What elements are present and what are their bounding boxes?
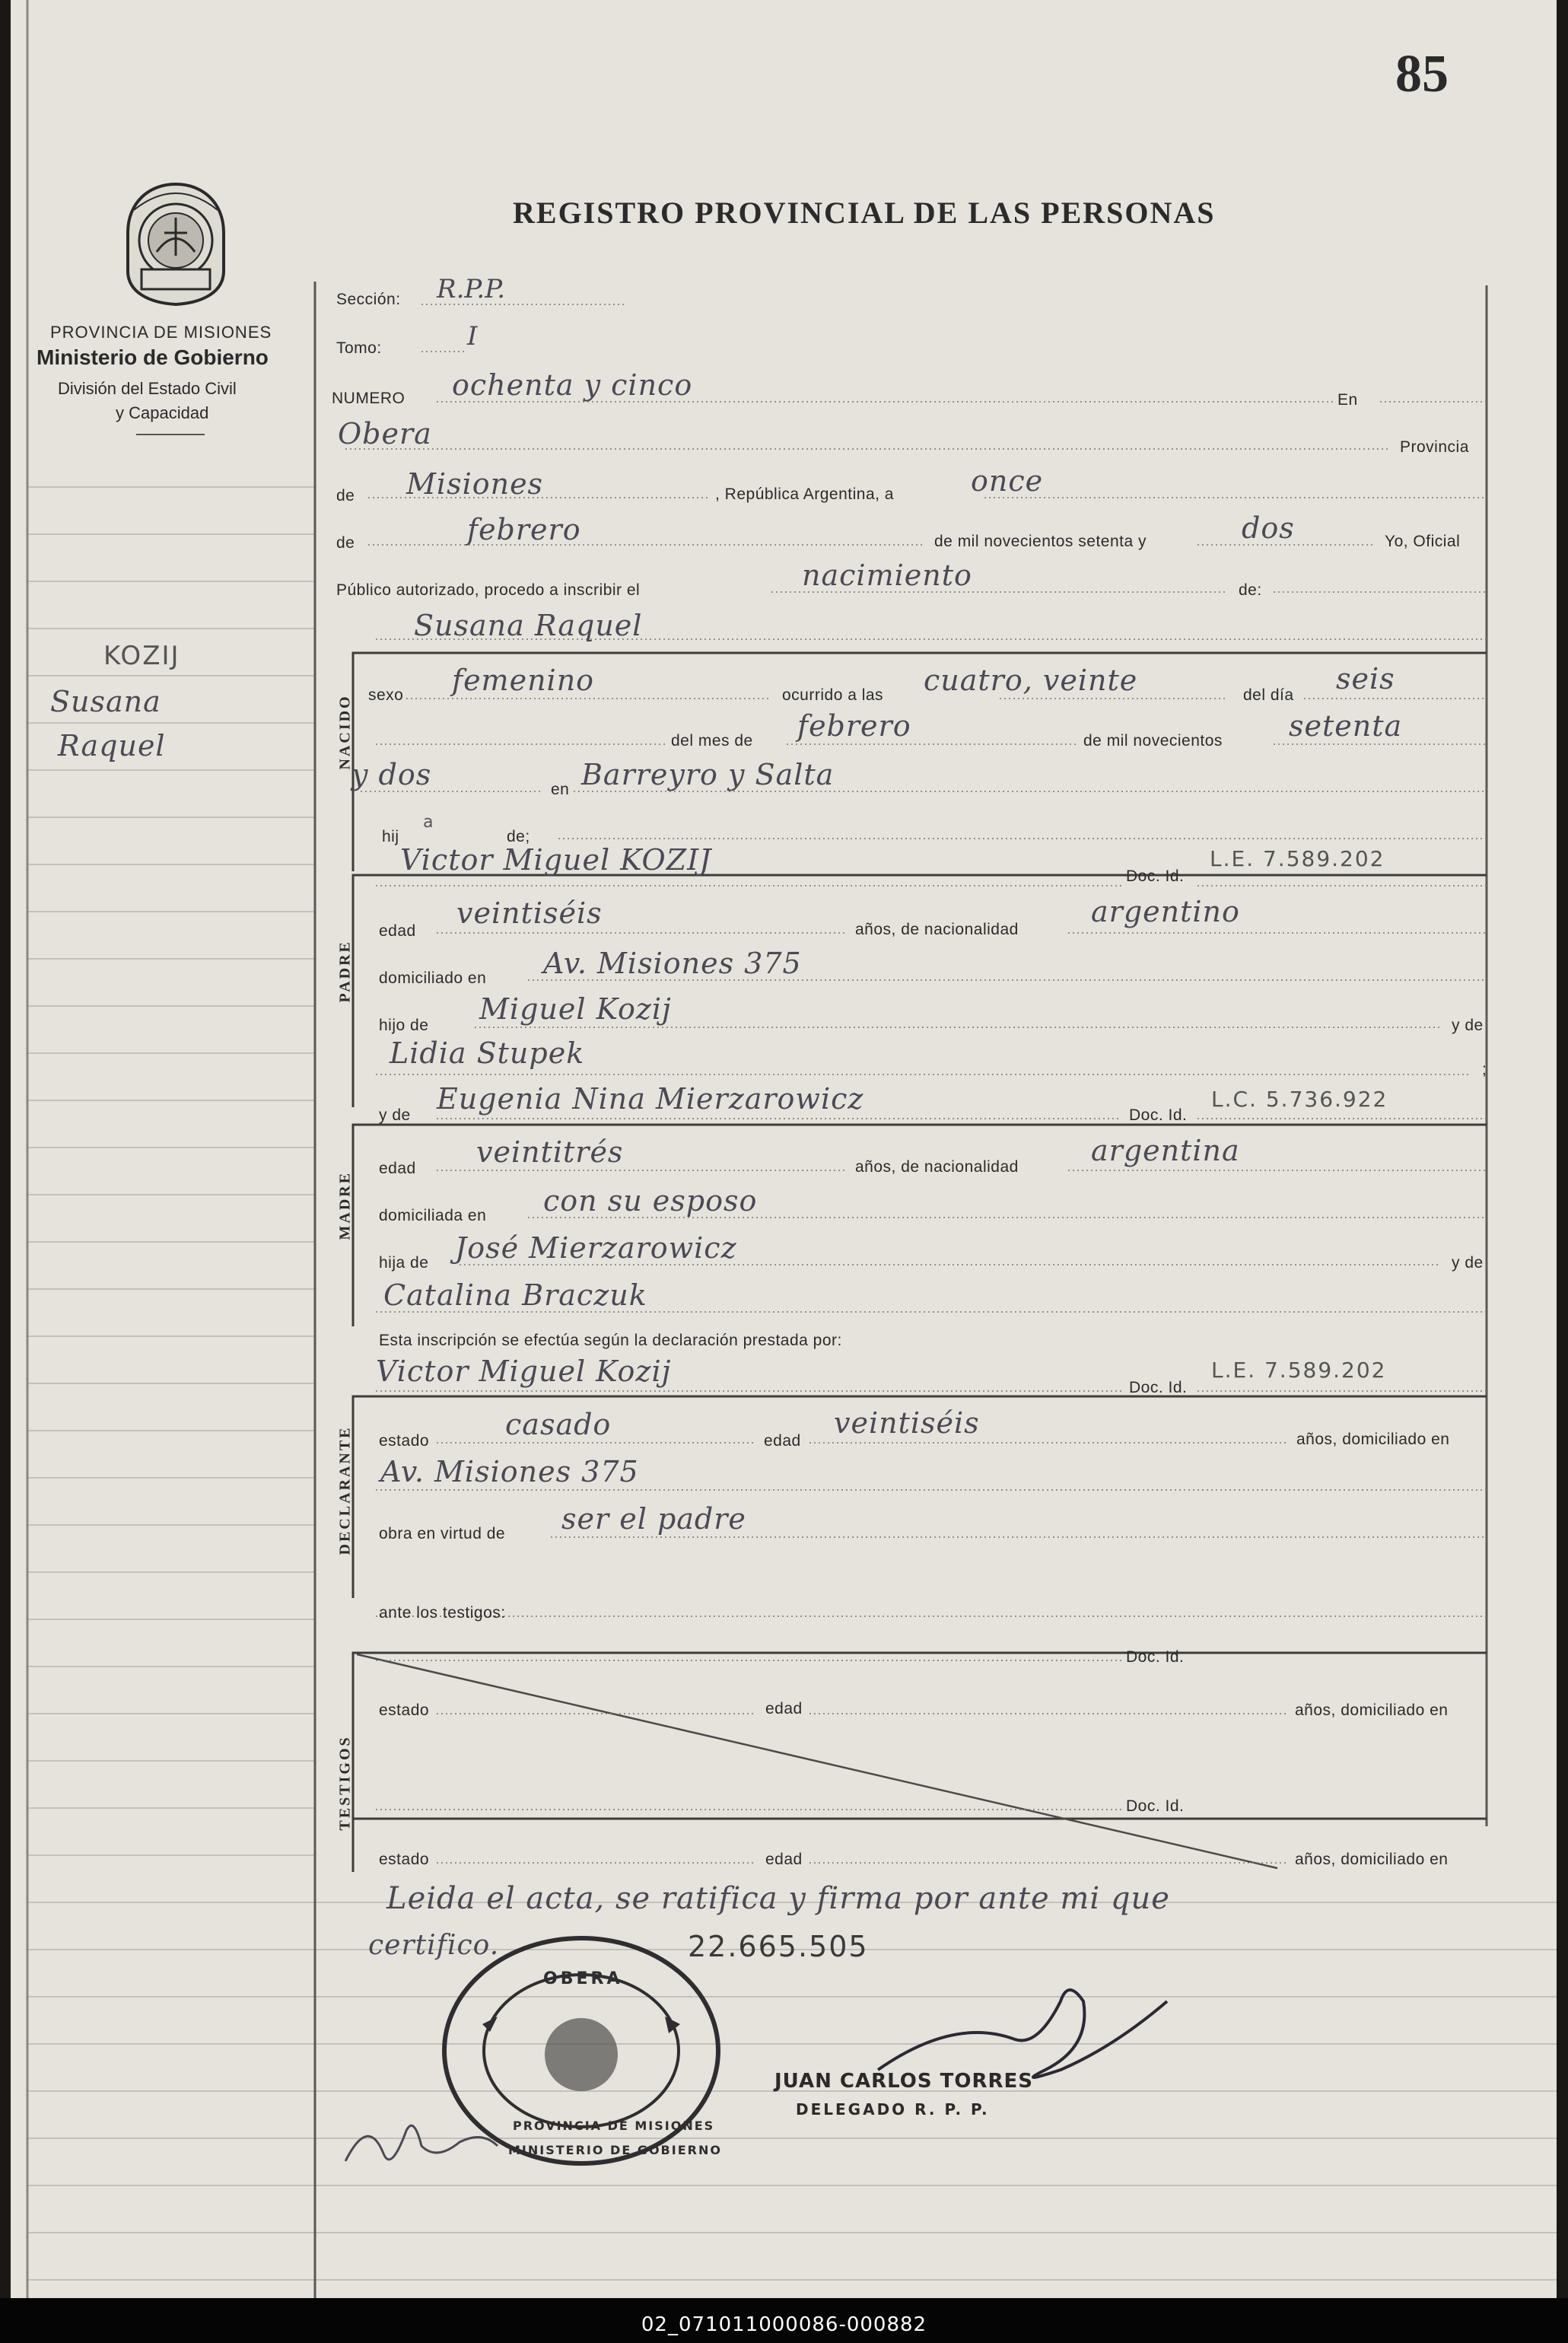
left-block-division: División del Estado Civil bbox=[58, 379, 237, 398]
anio-2-value: y dos bbox=[351, 758, 432, 791]
padre-y-de-label: y de bbox=[1452, 1017, 1484, 1034]
declarante-edad-label: edad bbox=[764, 1432, 801, 1450]
anio-1-value: setenta bbox=[1289, 709, 1403, 743]
section-padre: PADRE bbox=[336, 940, 354, 1003]
padre-hijo-label: hijo de bbox=[379, 1017, 429, 1034]
lugar-nac-value: Barreyro y Salta bbox=[581, 758, 835, 791]
dia-label: del día bbox=[1243, 686, 1294, 704]
madre-edad: veintitrés bbox=[476, 1135, 624, 1169]
padre-semicolon: ; bbox=[1482, 1061, 1487, 1078]
testigo2-anios-label: años, domiciliado en bbox=[1295, 1851, 1449, 1868]
sexo-label: sexo bbox=[368, 686, 404, 704]
madre-madre-de: Catalina Braczuk bbox=[383, 1278, 647, 1312]
declarante-virtud: ser el padre bbox=[561, 1502, 746, 1536]
de-colon-label: de: bbox=[1239, 581, 1262, 599]
testigo2-edad-label: edad bbox=[765, 1851, 803, 1868]
dia-value: seis bbox=[1336, 662, 1395, 696]
en-nac-label: en bbox=[551, 781, 570, 798]
section-madre: MADRE bbox=[336, 1170, 354, 1240]
declarante-obra-label: obra en virtud de bbox=[379, 1525, 506, 1542]
page-number: 85 bbox=[1395, 45, 1449, 103]
publico-label: Público autorizado, procedo a inscribir el bbox=[336, 581, 641, 599]
provincia-value: Misiones bbox=[406, 467, 544, 501]
cierre-numero: 22.665.505 bbox=[688, 1930, 869, 1963]
official-title: DELEGADO R. P. P. bbox=[796, 2100, 990, 2119]
republica-label: , República Argentina, a bbox=[715, 485, 894, 503]
declarante-edad: veintiséis bbox=[834, 1406, 980, 1440]
padre-madre-de: Lidia Stupek bbox=[390, 1036, 585, 1070]
margin-surname: KOZIJ bbox=[103, 641, 180, 671]
declarante-doc: L.E. 7.589.202 bbox=[1211, 1358, 1387, 1383]
mil-label: de mil novecientos setenta y bbox=[934, 533, 1147, 550]
declarante-estado-label: estado bbox=[379, 1432, 430, 1450]
cierre-linea-1: Leida el acta, se ratifica y firma por ante mi que bbox=[386, 1881, 1170, 1916]
testigos-intro: ante los testigos: bbox=[379, 1604, 506, 1622]
dia-acta: once bbox=[971, 464, 1044, 498]
section-testigos: TESTIGOS bbox=[336, 1735, 354, 1831]
padre-nombre: Victor Miguel KOZIJ bbox=[400, 843, 712, 877]
anio-acta: dos bbox=[1242, 511, 1295, 545]
seccion-value: R.P.P. bbox=[437, 274, 505, 304]
margin-name2: Raquel bbox=[58, 729, 166, 762]
numero-value: ochenta y cinco bbox=[452, 368, 693, 402]
madre-doc: L.C. 5.736.922 bbox=[1211, 1087, 1388, 1112]
left-block-capacity: y Capacidad bbox=[116, 403, 209, 422]
testigo1-anios-label: años, domiciliado en bbox=[1295, 1702, 1449, 1719]
padre-doc-label: Doc. Id. bbox=[1126, 867, 1185, 885]
seal-inner-top: OBERA bbox=[543, 1969, 623, 1988]
section-declarante: DECLARANTE bbox=[336, 1425, 354, 1555]
madre-edad-label: edad bbox=[379, 1160, 416, 1177]
ocurrido-label: ocurrido a las bbox=[782, 686, 884, 704]
tomo-label: Tomo: bbox=[336, 339, 382, 357]
testigo2-doc-label: Doc. Id. bbox=[1126, 1797, 1185, 1815]
left-block-divider bbox=[136, 434, 205, 435]
testigo2-estado-label: estado bbox=[379, 1851, 430, 1868]
footer-code: 02_071011000086-000882 bbox=[641, 2313, 927, 2336]
testigo1-edad-label: edad bbox=[765, 1700, 803, 1717]
tomo-value: I bbox=[467, 321, 478, 352]
madre-nombre: Eugenia Nina Mierzarowicz bbox=[437, 1082, 864, 1116]
seal-inner-bottom: PROVINCIA DE MISIONES bbox=[513, 2119, 715, 2133]
left-block-province: PROVINCIA DE MISIONES bbox=[50, 323, 272, 342]
en-label: En bbox=[1337, 391, 1358, 409]
mes-value: febrero bbox=[797, 709, 911, 743]
testigo1-doc-label: Doc. Id. bbox=[1126, 1648, 1185, 1666]
padre-nac-label: años, de nacionalidad bbox=[855, 921, 1019, 938]
mes-label: del mes de bbox=[671, 732, 753, 750]
declarante-estado: casado bbox=[505, 1408, 612, 1441]
padre-dom-label: domiciliado en bbox=[379, 969, 487, 987]
padre-padre-de: Miguel Kozij bbox=[479, 992, 672, 1026]
left-block-ministry: Ministerio de Gobierno bbox=[37, 345, 269, 369]
padre-domicilio: Av. Misiones 375 bbox=[543, 947, 802, 980]
madre-y-de-label-2: y de bbox=[1452, 1254, 1484, 1272]
madre-dom-label: domiciliada en bbox=[379, 1207, 487, 1224]
yo-label: Yo, Oficial bbox=[1385, 533, 1461, 550]
seccion-label: Sección: bbox=[336, 291, 401, 308]
de-label-1: de bbox=[336, 487, 355, 505]
hijo-label: hij bbox=[382, 828, 399, 845]
declarante-nombre: Victor Miguel Kozij bbox=[376, 1355, 672, 1388]
hijo-suffix: a bbox=[423, 813, 435, 832]
numero-label: NUMERO bbox=[332, 390, 406, 407]
padre-edad: veintiséis bbox=[456, 896, 603, 930]
mes-acta: febrero bbox=[467, 513, 581, 546]
nombre-inscripto: Susana Raquel bbox=[414, 609, 643, 642]
declarante-doc-label: Doc. Id. bbox=[1129, 1379, 1188, 1396]
margin-name1: Susana bbox=[50, 685, 161, 718]
madre-doc-label: Doc. Id. bbox=[1129, 1106, 1188, 1124]
declarant-signature bbox=[338, 2100, 513, 2184]
sexo-value: femenino bbox=[452, 664, 595, 697]
provincia-label: Provincia bbox=[1400, 438, 1469, 456]
padre-nacionalidad: argentino bbox=[1091, 895, 1240, 928]
declarante-intro: Esta inscripción se efectúa según la declaración prestada por: bbox=[379, 1332, 842, 1349]
padre-doc: L.E. 7.589.202 bbox=[1210, 846, 1385, 871]
testigo1-estado-label: estado bbox=[379, 1702, 430, 1719]
madre-domicilio: con su esposo bbox=[543, 1184, 758, 1218]
de-nac-label: de; bbox=[507, 828, 530, 845]
madre-y-de-label: y de bbox=[379, 1106, 411, 1124]
madre-padre-de: José Mierzarowicz bbox=[455, 1231, 737, 1265]
official-name: JUAN CARLOS TORRES bbox=[774, 2070, 1034, 2093]
page-title: REGISTRO PROVINCIAL DE LAS PERSONAS bbox=[513, 196, 1216, 230]
madre-hija-label: hija de bbox=[379, 1254, 429, 1272]
seal-bottom: MINISTERIO DE GOBIERNO bbox=[508, 2143, 722, 2157]
province-emblem-icon bbox=[119, 180, 233, 309]
padre-edad-label: edad bbox=[379, 922, 416, 940]
document-page bbox=[11, 0, 1557, 2298]
hora-value: cuatro, veinte bbox=[924, 664, 1138, 697]
declarante-anios-label: años, domiciliado en bbox=[1296, 1431, 1450, 1448]
madre-nacionalidad: argentina bbox=[1091, 1134, 1240, 1167]
mil-nac-label: de mil novecientos bbox=[1083, 732, 1223, 750]
acto-value: nacimiento bbox=[802, 559, 972, 592]
cierre-linea-2: certifico. bbox=[368, 1930, 500, 1961]
section-nacido: NACIDO bbox=[336, 694, 354, 770]
de-label-2: de bbox=[336, 534, 355, 552]
lugar-value: Obera bbox=[338, 417, 432, 450]
declarante-domicilio: Av. Misiones 375 bbox=[380, 1455, 639, 1488]
madre-nac-label: años, de nacionalidad bbox=[855, 1158, 1019, 1176]
